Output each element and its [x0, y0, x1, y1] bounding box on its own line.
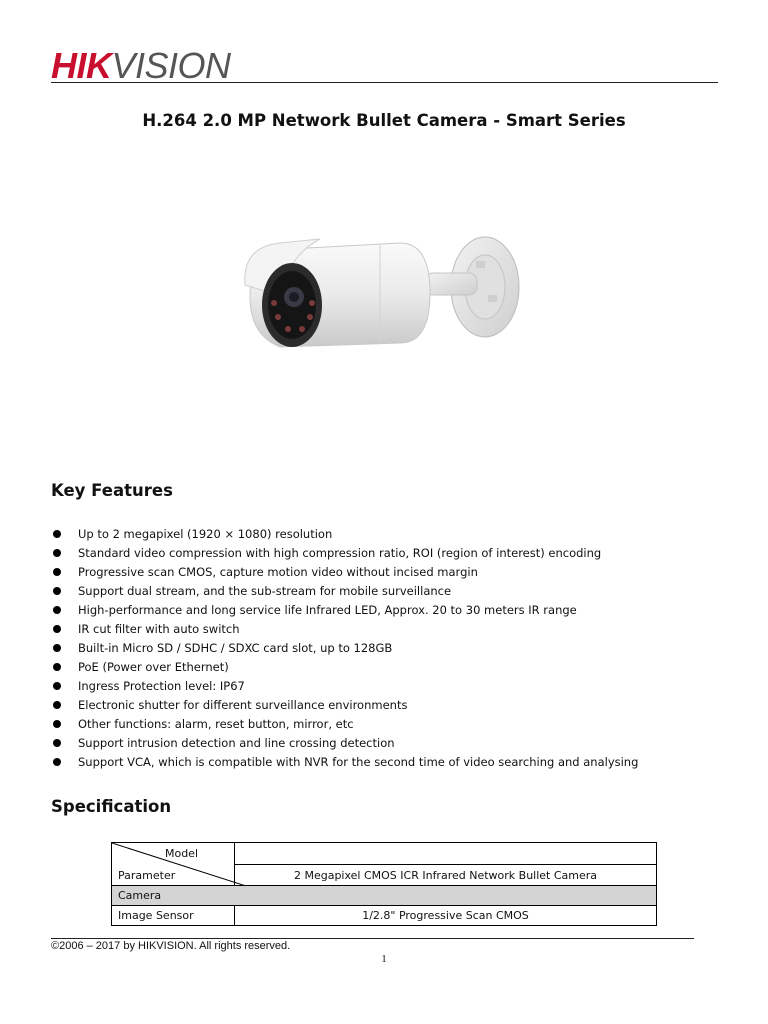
- logo-hik: HIK: [51, 45, 112, 86]
- feature-item: [51, 715, 638, 734]
- logo-vision: VISION: [111, 45, 231, 86]
- model-parameter-header-cell: [112, 843, 235, 886]
- bullet-icon: [53, 606, 61, 614]
- row-value: 1/2.8" Progressive Scan CMOS: [235, 906, 657, 926]
- feature-item: [51, 544, 638, 563]
- copyright-text: ©2006 – 2017 by HIKVISION. All rights reserved.: [51, 940, 291, 952]
- parameter-label: Parameter: [118, 869, 176, 882]
- feature-item: [51, 696, 638, 715]
- feature-item: [51, 563, 638, 582]
- specification-table: [111, 842, 657, 926]
- section-camera-label: Camera: [112, 886, 657, 906]
- feature-text: PoE (Power over Ethernet): [78, 660, 229, 674]
- feature-text: Standard video compression with high compression ratio, ROI (region of interest) encoding: [78, 546, 602, 560]
- feature-item: [51, 658, 638, 677]
- bullet-icon: [53, 701, 61, 709]
- footer-rule: [51, 938, 694, 939]
- feature-text: Electronic shutter for different surveillance environments: [78, 698, 408, 712]
- feature-text: Up to 2 megapixel (1920 × 1080) resolution: [78, 527, 333, 541]
- bullet-icon: [53, 530, 61, 538]
- specification-heading: Specification: [51, 797, 172, 816]
- bullet-icon: [53, 758, 61, 766]
- key-features-heading: Key Features: [51, 481, 173, 500]
- feature-text: Support dual stream, and the sub-stream for mobile surveillance: [78, 584, 452, 598]
- model-header-empty-cell: [235, 843, 657, 865]
- model-value-cell: 2 Megapixel CMOS ICR Infrared Network Bullet Camera: [235, 865, 657, 886]
- feature-text: Built-in Micro SD / SDHC / SDXC card slot, up to 128GB: [78, 641, 393, 655]
- bullet-icon: [53, 720, 61, 728]
- bullet-icon: [53, 739, 61, 747]
- feature-text: Support VCA, which is compatible with NVR for the second time of video searching and analysing: [78, 755, 639, 769]
- feature-text: Progressive scan CMOS, capture motion video without incised margin: [78, 565, 478, 579]
- feature-item: [51, 601, 638, 620]
- bullet-icon: [53, 549, 61, 557]
- feature-item: [51, 620, 638, 639]
- bullet-icon: [53, 587, 61, 595]
- feature-item: [51, 639, 638, 658]
- bullet-icon: [53, 663, 61, 671]
- feature-item: [51, 734, 638, 753]
- header-rule: [51, 82, 718, 83]
- bullet-icon: [53, 644, 61, 652]
- row-label: Image Sensor: [112, 906, 235, 926]
- bullet-icon: [53, 568, 61, 576]
- feature-text: Ingress Protection level: IP67: [78, 679, 245, 693]
- hikvision-logo: [51, 45, 231, 86]
- feature-item: [51, 525, 638, 544]
- feature-text: Support intrusion detection and line crossing detection: [78, 736, 395, 750]
- feature-text: High-performance and long service life Infrared LED, Approx. 20 to 30 meters IR range: [78, 603, 577, 617]
- feature-item: [51, 582, 638, 601]
- bullet-camera-image: [230, 225, 530, 365]
- document-title: H.264 2.0 MP Network Bullet Camera - Smart Series: [142, 111, 626, 130]
- feature-item: [51, 677, 638, 696]
- page-number: 1: [381, 953, 387, 965]
- table-row: [112, 906, 657, 926]
- feature-item: [51, 753, 638, 772]
- bullet-icon: [53, 682, 61, 690]
- key-features-list: [51, 525, 638, 772]
- bullet-icon: [53, 625, 61, 633]
- feature-text: IR cut filter with auto switch: [78, 622, 240, 636]
- feature-text: Other functions: alarm, reset button, mirror, etc: [78, 717, 354, 731]
- table-section-row: [112, 886, 657, 906]
- model-label: Model: [164, 847, 198, 860]
